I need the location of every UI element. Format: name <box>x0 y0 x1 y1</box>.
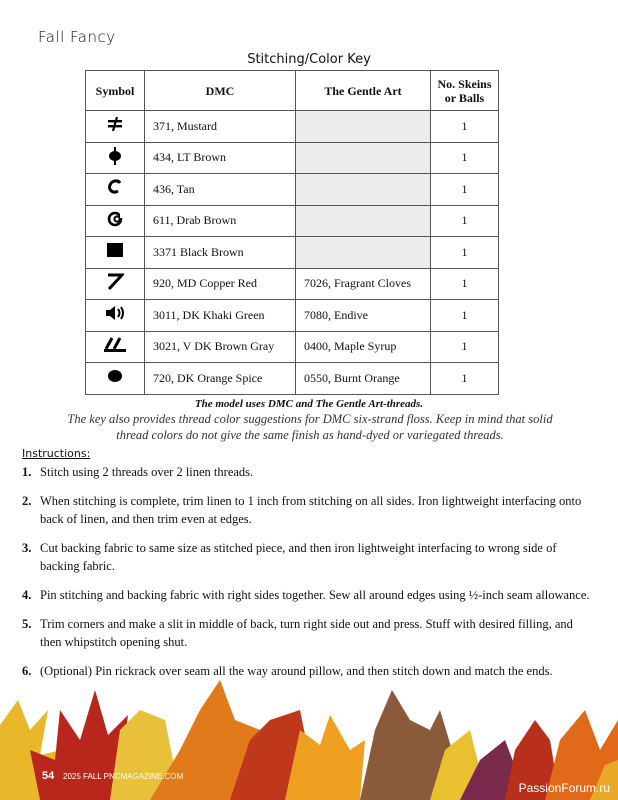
symbol-cell <box>86 268 145 300</box>
list-item <box>22 586 590 604</box>
gentle-art-cell: 0400, Maple Syrup <box>296 331 431 363</box>
dmc-cell: 920, MD Copper Red <box>145 268 296 300</box>
skeins-cell: 1 <box>431 331 499 363</box>
skeins-cell: 1 <box>431 363 499 395</box>
symbol-cell <box>86 300 145 332</box>
step-text: When stitching is complete, trim linen to 1 inch from stitching on all sides. Iron lightweight interfacing onto back of linen, and then trim even at edges. <box>40 494 582 526</box>
page-number: 54 <box>42 770 55 782</box>
instructions-list <box>22 463 590 691</box>
table-row <box>86 363 499 395</box>
symbol-cell <box>86 142 145 174</box>
skeins-cell: 1 <box>431 205 499 237</box>
table-row <box>86 174 499 206</box>
black-square-icon <box>107 243 123 257</box>
list-item <box>22 615 590 651</box>
gentle-art-cell <box>296 142 431 174</box>
symbol-cell <box>86 237 145 269</box>
skeins-cell: 1 <box>431 142 499 174</box>
step-number: 2. <box>22 494 32 508</box>
symbol-cell <box>86 111 145 143</box>
step-text: (Optional) Pin rickrack over seam all the way around pillow, and then stitch down and match the ends. <box>40 664 553 678</box>
step-number: 6. <box>22 664 32 678</box>
dmc-cell: 611, Drab Brown <box>145 205 296 237</box>
list-item <box>22 539 590 575</box>
table-row <box>86 331 499 363</box>
magazine-footer: 2025 FALL PNCMAGAZINE.COM <box>63 772 184 781</box>
diamond-pin-icon <box>108 147 122 165</box>
list-item <box>22 492 590 528</box>
speaker-icon <box>105 305 125 321</box>
column-header-symbol: Symbol <box>86 71 145 111</box>
table-row <box>86 205 499 237</box>
table-row <box>86 111 499 143</box>
step-text: Cut backing fabric to same size as stitched piece, and then iron lightweight interfacing to wrong side of backing fabric. <box>40 541 557 573</box>
column-header-gentle-art: The Gentle Art <box>296 71 431 111</box>
skeins-cell: 1 <box>431 174 499 206</box>
instructions-heading: Instructions: <box>22 447 91 460</box>
letter-c-icon <box>107 179 123 195</box>
dmc-cell: 3021, V DK Brown Gray <box>145 331 296 363</box>
column-header-skeins: No. Skeins or Balls <box>431 71 499 111</box>
dmc-cell: 436, Tan <box>145 174 296 206</box>
symbol-cell <box>86 205 145 237</box>
gentle-art-cell <box>296 174 431 206</box>
model-note: The model uses DMC and The Gentle Art-threads. <box>194 398 424 410</box>
symbol-cell <box>86 174 145 206</box>
arrow-up-right-icon <box>106 273 124 291</box>
key-note: The key also provides thread color suggestions for DMC six-strand floss. Keep in mind that solid thread colors do not give the same finish as hand-dyed or variegated threads. <box>67 412 553 442</box>
dmc-cell: 3011, DK Khaki Green <box>145 300 296 332</box>
skeins-cell: 1 <box>431 111 499 143</box>
gentle-art-cell: 7080, Endive <box>296 300 431 332</box>
gentle-art-cell: 7026, Fragrant Cloves <box>296 268 431 300</box>
skeins-cell: 1 <box>431 300 499 332</box>
table-row <box>86 237 499 269</box>
gentle-art-cell <box>296 237 431 269</box>
dmc-cell: 371, Mustard <box>145 111 296 143</box>
step-text: Pin stitching and backing fabric with right sides together. Sew all around edges using ½-inch seam allowance. <box>40 588 590 602</box>
symbol-cell <box>86 331 145 363</box>
brand-title: Fall Fancy <box>38 28 116 46</box>
step-number: 5. <box>22 617 32 631</box>
swirl-icon <box>106 211 124 227</box>
color-key-title: Stitching/Color Key <box>247 52 371 67</box>
color-key-table <box>85 70 499 395</box>
gentle-art-cell <box>296 111 431 143</box>
not-equal-icon <box>107 117 123 131</box>
skeins-cell: 1 <box>431 268 499 300</box>
step-number: 4. <box>22 588 32 602</box>
table-header-row <box>86 71 499 111</box>
list-item <box>22 463 590 481</box>
table-row <box>86 300 499 332</box>
gentle-art-cell: 0550, Burnt Orange <box>296 363 431 395</box>
column-header-dmc: DMC <box>145 71 296 111</box>
slash-bar-icon <box>104 337 126 353</box>
table-row <box>86 268 499 300</box>
skeins-cell: 1 <box>431 237 499 269</box>
gentle-art-cell <box>296 205 431 237</box>
dmc-cell: 3371 Black Brown <box>145 237 296 269</box>
dmc-cell: 434, LT Brown <box>145 142 296 174</box>
step-text: Trim corners and make a slit in middle of back, turn right side out and press. Stuff with desired filling, and then whipstitch opening shut. <box>40 617 573 649</box>
step-number: 3. <box>22 541 32 555</box>
filled-oval-icon <box>107 369 123 383</box>
step-text: Stitch using 2 threads over 2 linen threads. <box>40 465 254 479</box>
step-number: 1. <box>22 465 32 479</box>
dmc-cell: 720, DK Orange Spice <box>145 363 296 395</box>
watermark: PassionForum.ru <box>518 781 610 795</box>
symbol-cell <box>86 363 145 395</box>
table-row <box>86 142 499 174</box>
